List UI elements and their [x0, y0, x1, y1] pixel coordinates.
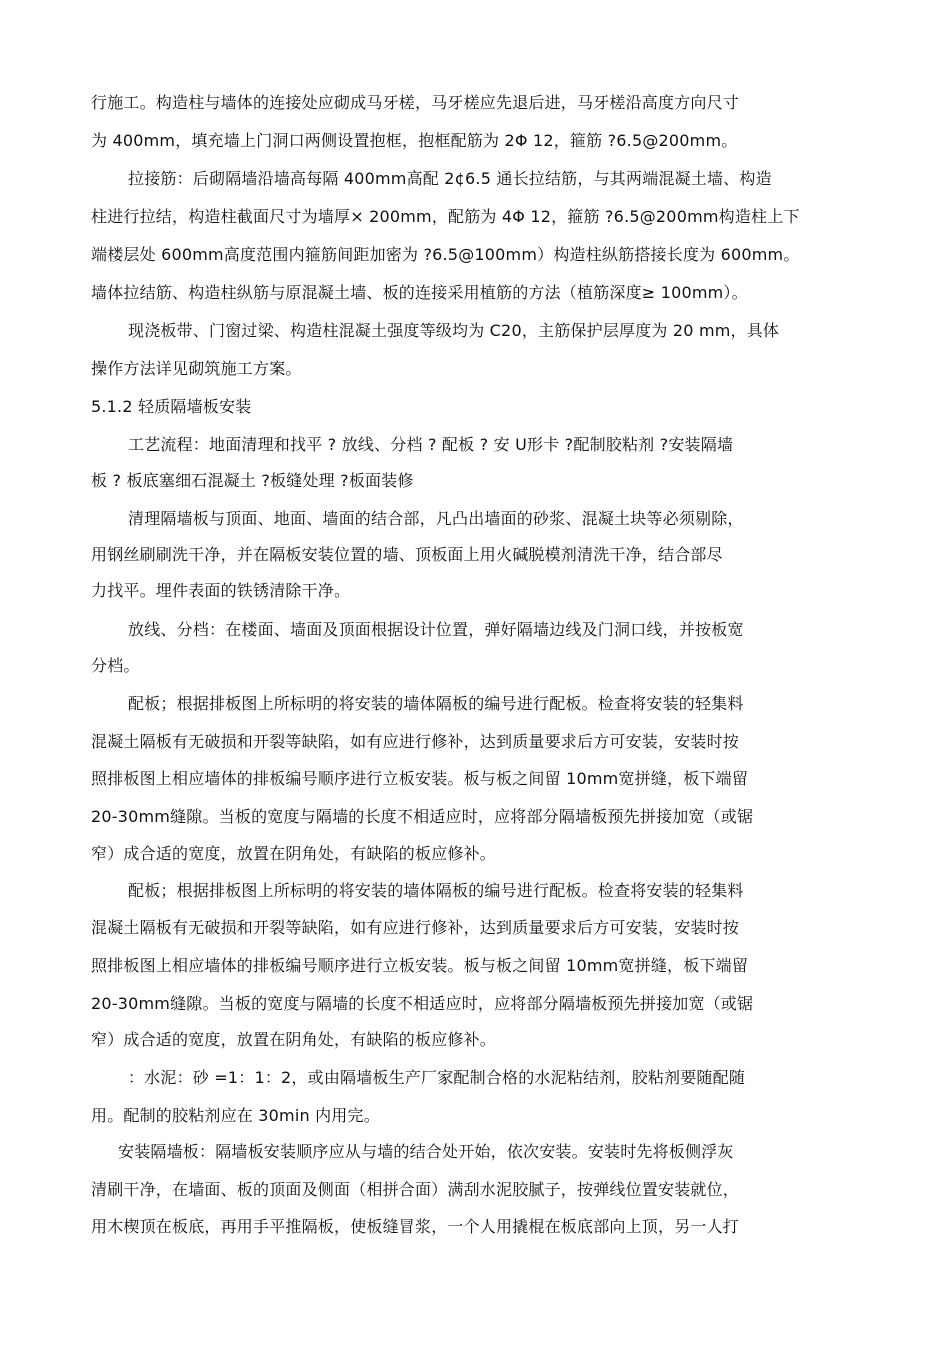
text-line: 柱进行拉结，构造柱截面尺寸为墙厚× 200mm，配筋为 4Φ 12，箍筋 ?6.5@200mm构造柱上下	[91, 207, 800, 226]
text-line: 板 ? 板底塞细石混凝土 ?板缝处理 ?板面装修	[91, 471, 414, 490]
text-line: 清理隔墙板与顶面、地面、墙面的结合部，凡凸出墙面的砂浆、混凝土块等必须剔除，	[128, 509, 744, 528]
text-line: 放线、分档：在楼面、墙面及顶面根据设计位置，弹好隔墙边线及门洞口线，并按板宽	[128, 620, 744, 639]
text-line: 照排板图上相应墙体的排板编号顺序进行立板安装。板与板之间留 10mm宽拼缝，板下端留	[91, 956, 749, 975]
text-line: 工艺流程：地面清理和找平 ? 放线、分档 ? 配板 ? 安 U形卡 ?配制胶粘剂 ?安装隔墙	[128, 435, 734, 454]
text-line: 配板；根据排板图上所标明的将安装的墙体隔板的编号进行配板。检查将安装的轻集料	[128, 881, 744, 900]
text-line: 窄）成合适的宽度，放置在阴角处，有缺陷的板应修补。	[91, 844, 497, 863]
text-line: 现浇板带、门窗过梁、构造柱混凝土强度等级均为 C20，主筋保护层厚度为 20 mm，具体	[128, 321, 780, 340]
text-line: 力找平。埋件表面的铁锈清除干净。	[91, 581, 351, 600]
text-line: 用钢丝刷刷洗干净，并在隔板安装位置的墙、顶板面上用火碱脱模剂清洗干净，结合部尽	[91, 545, 723, 564]
text-line: 清刷干净，在墙面、板的顶面及侧面（相拼合面）满刮水泥胶腻子，按弹线位置安装就位，	[91, 1180, 740, 1199]
text-line: 混凝土隔板有无破损和开裂等缺陷，如有应进行修补，达到质量要求后方可安装，安装时按	[91, 732, 740, 751]
text-line: 墙体拉结筋、构造柱纵筋与原混凝土墙、板的连接采用植筋的方法（植筋深度≥ 100mm）。	[91, 283, 748, 302]
text-line: 用。配制的胶粘剂应在 30min 内用完。	[91, 1106, 380, 1125]
text-line: 分档。	[91, 656, 140, 675]
text-line: 20-30mm缝隙。当板的宽度与隔墙的长度不相适应时，应将部分隔墙板预先拼接加宽（或锯	[91, 994, 754, 1013]
text-line: 拉接筋：后砌隔墙沿墙高每隔 400mm高配 2¢6.5 通长拉结筋，与其两端混凝土墙、构造	[128, 169, 772, 188]
text-line: 用木楔顶在板底，再用手平推隔板，使板缝冒浆，一个人用撬棍在板底部向上顶，另一人打	[91, 1217, 740, 1236]
text-line: 行施工。构造柱与墙体的连接处应砌成马牙槎，马牙槎应先退后进，马牙槎沿高度方向尺寸	[91, 93, 740, 112]
text-line: 操作方法详见砌筑施工方案。	[91, 359, 302, 378]
text-line: 安装隔墙板：隔墙板安装顺序应从与墙的结合处开始，依次安装。安装时先将板侧浮灰	[118, 1142, 734, 1161]
text-line: 端楼层处 600mm高度范围内箍筋间距加密为 ?6.5@100mm）构造柱纵筋搭接长度为 600mm。	[91, 245, 800, 264]
text-line: 配板；根据排板图上所标明的将安装的墙体隔板的编号进行配板。检查将安装的轻集料	[128, 694, 744, 713]
text-line: 为 400mm，填充墙上门洞口两侧设置抱框，抱框配筋为 2Φ 12，箍筋 ?6.5@200mm。	[91, 131, 738, 150]
section-heading: 5.1.2 轻质隔墙板安装	[91, 397, 252, 416]
text-line: ：水泥：砂 =1：1：2，或由隔墙板生产厂家配制合格的水泥粘结剂，胶粘剂要随配随	[128, 1068, 746, 1087]
text-line: 20-30mm缝隙。当板的宽度与隔墙的长度不相适应时，应将部分隔墙板预先拼接加宽（或锯	[91, 807, 754, 826]
text-line: 窄）成合适的宽度，放置在阴角处，有缺陷的板应修补。	[91, 1030, 497, 1049]
text-line: 混凝土隔板有无破损和开裂等缺陷，如有应进行修补，达到质量要求后方可安装，安装时按	[91, 918, 740, 937]
text-line: 照排板图上相应墙体的排板编号顺序进行立板安装。板与板之间留 10mm宽拼缝，板下端留	[91, 769, 749, 788]
